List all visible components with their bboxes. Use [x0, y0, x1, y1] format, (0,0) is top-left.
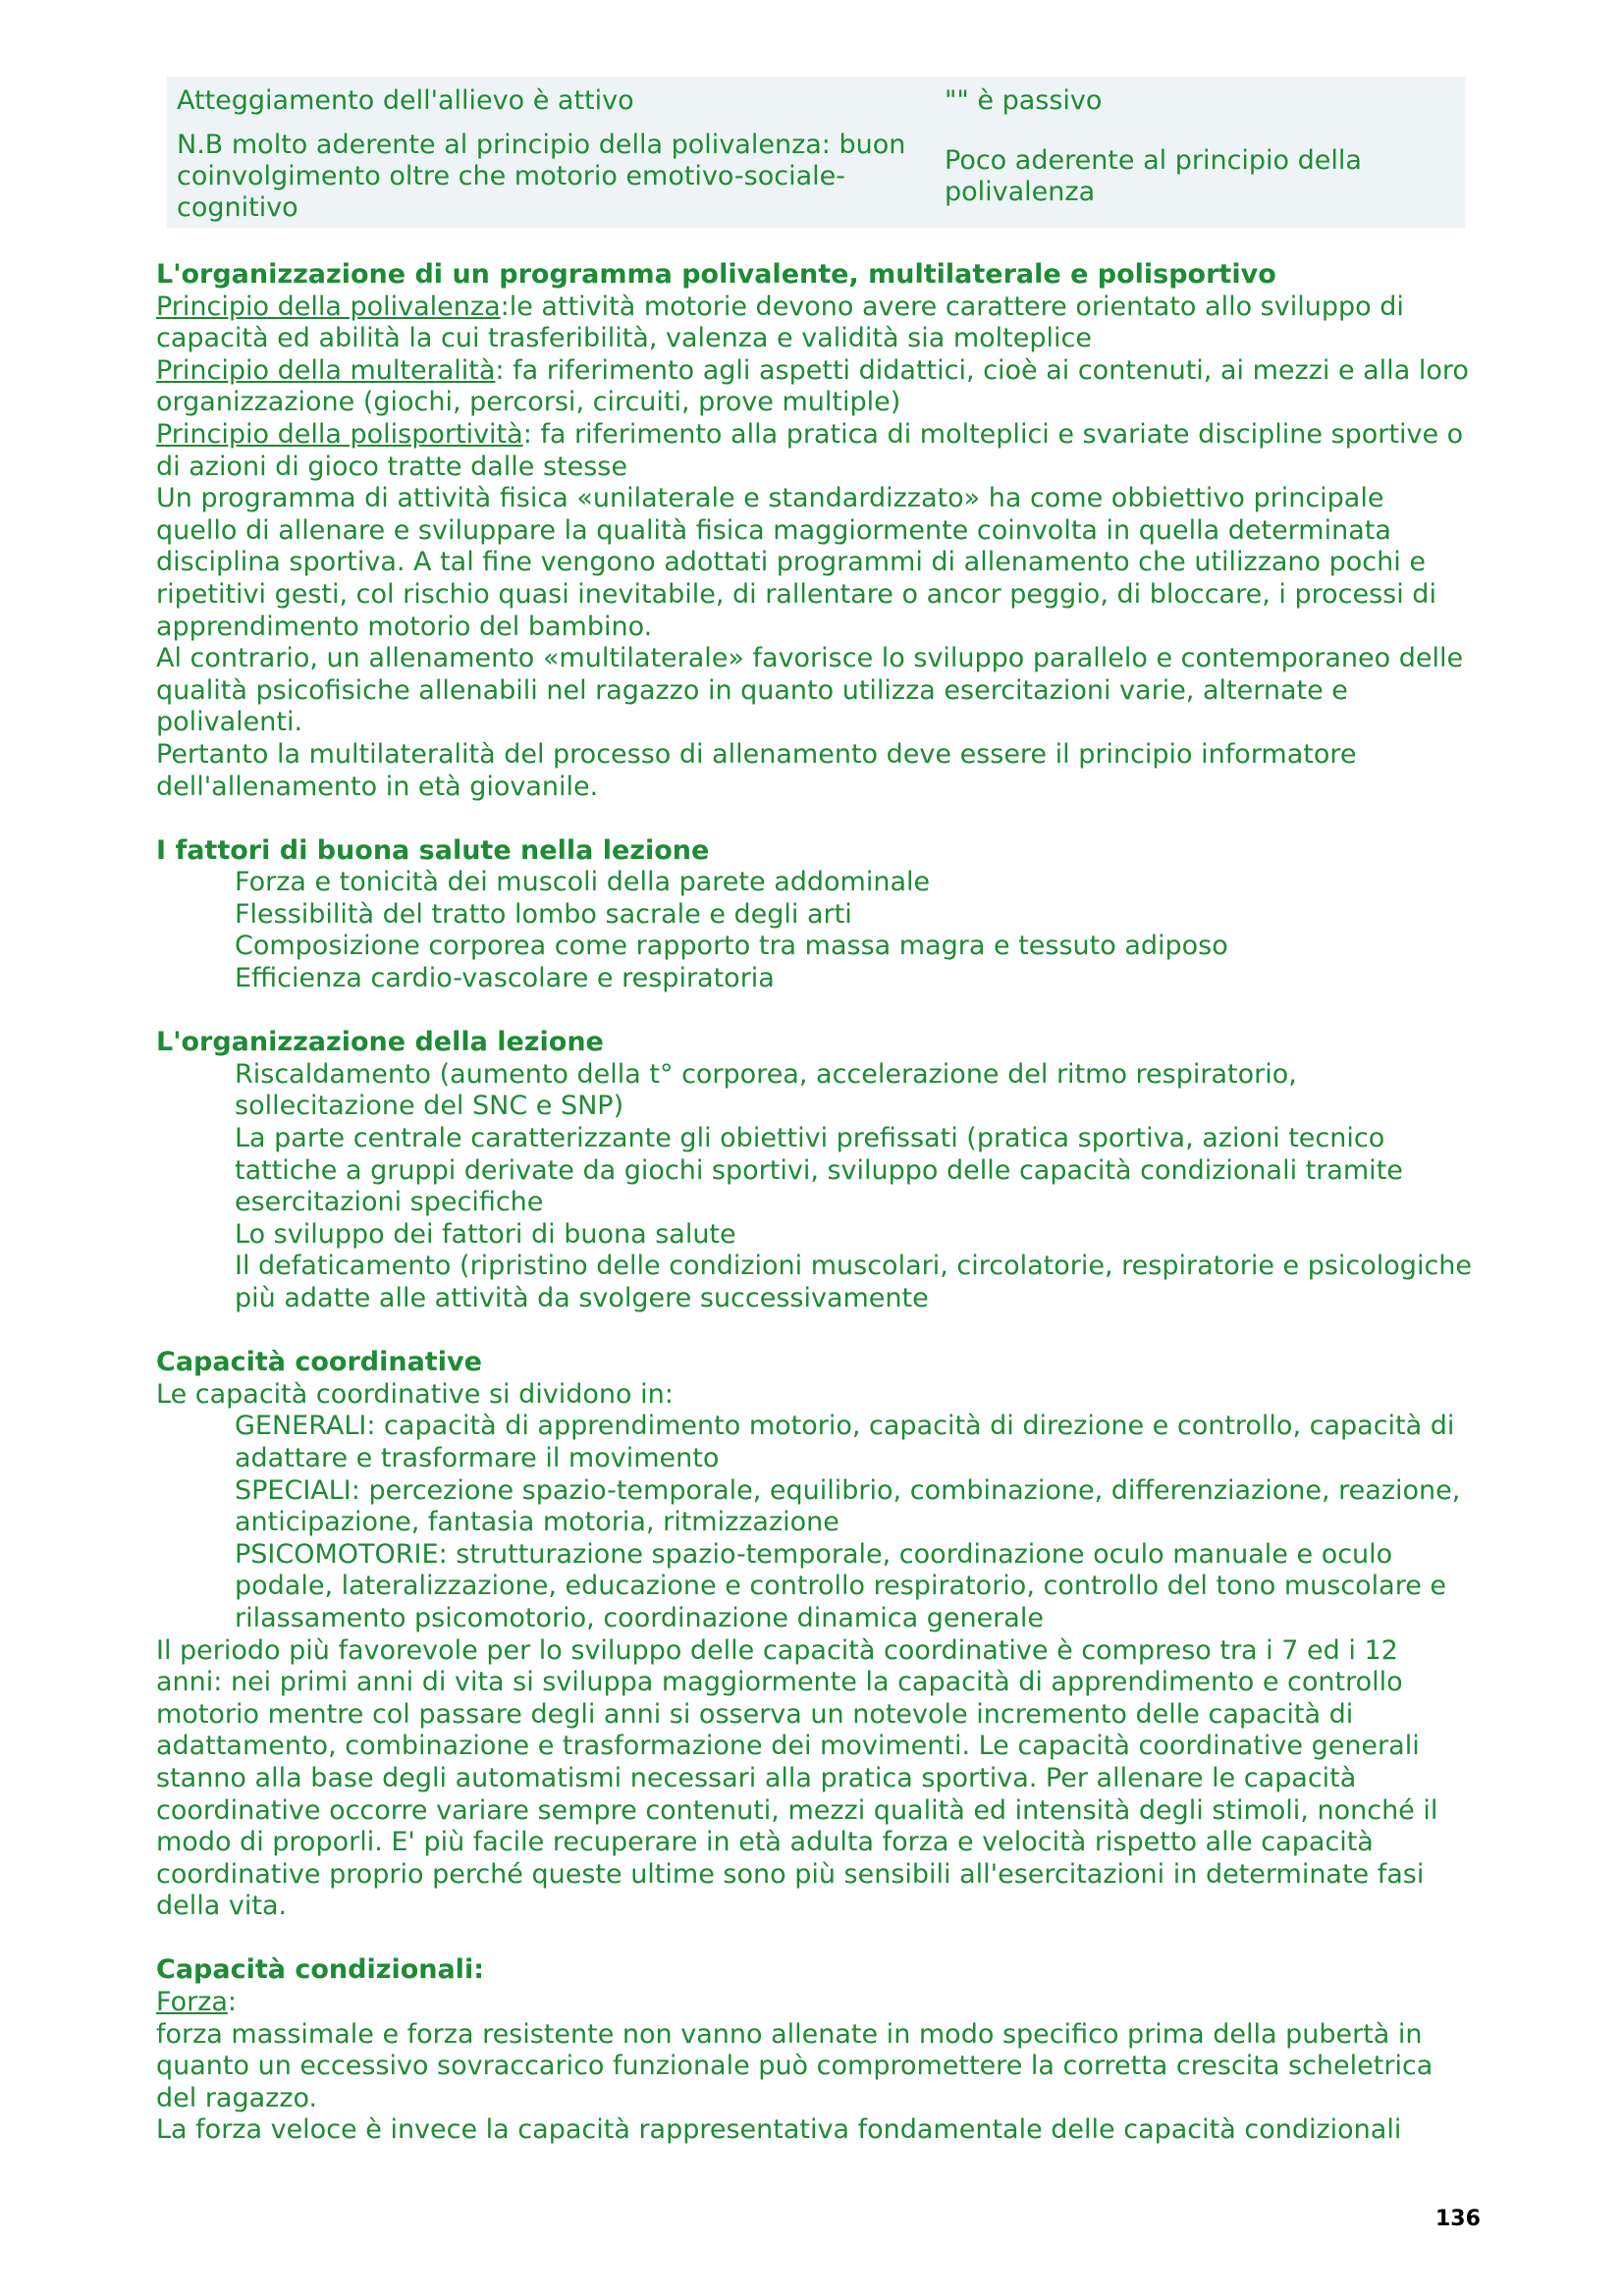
- table-row: [167, 77, 1465, 126]
- table-cell: Atteggiamento dell'allievo è attivo: [177, 85, 634, 116]
- subheading-colon: :: [227, 1987, 238, 2018]
- subheading-forza: [156, 1987, 1472, 2019]
- principle-polivalenza: [156, 292, 1472, 355]
- list-item: Riscaldamento (aumento della t° corporea, accelerazione del ritmo respiratorio, sollecitazione del SNC e SNP): [235, 1058, 1297, 1122]
- list-item: GENERALI: capacità di apprendimento motorio, capacità di direzione e controllo, capacità di adattare e trasformare il movimento: [235, 1411, 1455, 1473]
- section-heading: Capacità coordinative: [156, 1347, 482, 1378]
- section-heading: I fattori di buona salute nella lezione: [156, 834, 710, 866]
- list-item: Flessibilità del tratto lombo sacrale e degli arti: [235, 898, 852, 930]
- principle-text: :le attività motorie devono avere carattere orientato allo sviluppo di capacità ed abilità la cui trasferibilità, valenza e validità sia molteplice: [156, 291, 1404, 354]
- paragraph: forza massimale e forza resistente non vanno allenate in modo specifico prima della pubertà in quanto un eccessivo sovraccarico funzionale può compromettere la corretta crescita scheletrica del ragazzo.: [156, 2018, 1434, 2113]
- paragraph: La forza veloce è invece la capacità rappresentativa fondamentale delle capacità condizionali: [156, 2114, 1402, 2146]
- list-item: Il defaticamento (ripristino delle condizioni muscolari, circolatorie, respiratorie e psicologiche più adatte alle attività da svolgere successivamente: [235, 1251, 1473, 1313]
- principle-label: Principio della polivalenza: [156, 291, 501, 322]
- list-item: Lo sviluppo dei fattori di buona salute: [235, 1218, 736, 1250]
- principle-multilateralita: [156, 355, 1472, 419]
- list-item: Forza e tonicità dei muscoli della parete addominale: [235, 867, 931, 898]
- list-item: PSICOMOTORIE: strutturazione spazio-temporale, coordinazione oculo manuale e oculo podale, lateralizzazione, educazione e controllo respiratorio, controllo del tono muscolare e rilassamento psicomotorio, coordinazione dinamica generale: [235, 1538, 1447, 1633]
- paragraph: Il periodo più favorevole per lo sviluppo delle capacità coordinative è compreso tra i 7 ed i 12 anni: nei primi anni di vita si sviluppa maggiormente la capacità di apprendimento e controllo motorio mentre col passare degli anni si osserva un notevole incremento delle capacità di adattamento, combinazione e trasformazione dei movimenti. Le capacità coordinative generali stanno alla base degli automatismi necessari alla pratica sportiva. Per allenare le capacità coordinative occorre variare sempre contenuti, mezzi qualità ed intensità degli stimoli, nonché il modo di proporli. E' più facile recuperare in età adulta forza e velocità rispetto alle capacità coordinative proprio perché queste ultime sono più sensibili all'esercitazioni in determinate fasi della vita.: [156, 1634, 1438, 1922]
- table-cell: Poco aderente al principio della polivalenza: [945, 145, 1362, 207]
- table-row: [167, 126, 1465, 228]
- comparison-table: [167, 77, 1465, 228]
- subheading-label: Forza: [156, 1987, 228, 2018]
- principle-text: : fa riferimento alla pratica di molteplici e svariate discipline sportive o di azioni di gioco tratte dalle stesse: [156, 418, 1464, 482]
- list-item: Efficienza cardio-vascolare e respiratoria: [235, 963, 775, 994]
- table-cell: N.B molto aderente al principio della polivalenza: buon coinvolgimento oltre che motorio emotivo-sociale-cognitivo: [177, 130, 906, 223]
- paragraph: Al contrario, un allenamento «multilaterale» favorisce lo sviluppo parallelo e contemporaneo delle qualità psicofisiche allenabili nel ragazzo in quanto utilizza esercitazioni varie, alternate e polivalenti.: [156, 643, 1464, 738]
- principle-text: : fa riferimento agli aspetti didattici, cioè ai contenuti, ai mezzi e alla loro organizzazione (giochi, percorsi, circuiti, prove multiple): [156, 354, 1469, 418]
- paragraph: Un programma di attività fisica «unilaterale e standardizzato» ha come obbiettivo principale quello di allenare e sviluppare la qualità fisica maggiormente coinvolta in quella determinata disciplina sportiva. A tal fine vengono adottati programmi di allenamento che utilizzano pochi e ripetitivi gesti, col rischio quasi inevitabile, di rallentare o ancor peggio, di bloccare, i processi di apprendimento motorio del bambino.: [156, 483, 1436, 642]
- list-item: SPECIALI: percezione spazio-temporale, equilibrio, combinazione, differenziazione, reazione, anticipazione, fantasia motoria, ritmizzazione: [235, 1474, 1461, 1538]
- principle-polisportivita: [156, 419, 1472, 483]
- table-cell: "" è passivo: [945, 85, 1103, 116]
- page-number: 136: [1435, 2207, 1481, 2231]
- body-text: [156, 259, 1472, 2147]
- section-heading: L'organizzazione della lezione: [156, 1027, 604, 1058]
- list-item: La parte centrale caratterizzante gli obiettivi prefissati (pratica sportiva, azioni tecnico tattiche a gruppi derivate da giochi sportivi, sviluppo delle capacità condizionali tramite esercitazioni specifiche: [235, 1123, 1403, 1218]
- paragraph: Pertanto la multilateralità del processo di allenamento deve essere il principio informatore dell'allenamento in età giovanile.: [156, 738, 1357, 802]
- principle-label: Principio della polisportività: [156, 418, 523, 450]
- paragraph: Le capacità coordinative si dividono in:: [156, 1378, 674, 1410]
- section-heading: L'organizzazione di un programma polivalente, multilaterale e polisportivo: [156, 259, 1276, 290]
- section-heading: Capacità condizionali:: [156, 1954, 484, 1986]
- list-item: Composizione corporea come rapporto tra massa magra e tessuto adiposo: [235, 931, 1228, 962]
- principle-label: Principio della multeralità: [156, 354, 496, 386]
